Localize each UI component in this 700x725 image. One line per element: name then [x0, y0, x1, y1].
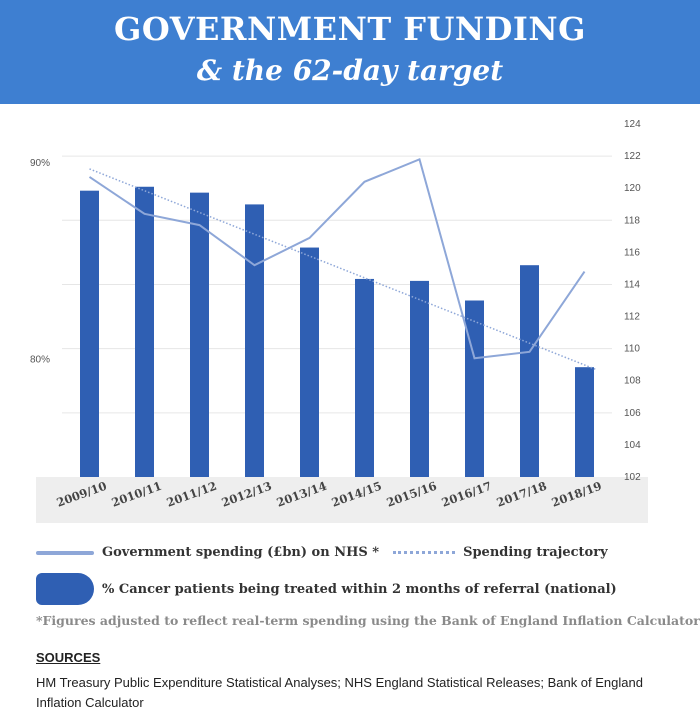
legend-bars-label: % Cancer patients being treated within 2 months of referral (national): [102, 581, 617, 597]
legend-bars: [36, 573, 617, 605]
y-tick-label-right: 108: [624, 375, 641, 387]
spending-line: [90, 159, 585, 358]
bar: [300, 248, 319, 477]
x-tick-label: 2014/15: [329, 478, 384, 510]
bar: [190, 193, 209, 477]
x-tick-label: 2010/11: [109, 478, 164, 510]
bar: [465, 301, 484, 478]
y-tick-label-right: 120: [624, 183, 641, 195]
legend-bars-swatch: [36, 573, 94, 605]
y-tick-label-left: 90%: [29, 158, 50, 170]
x-tick-label: 2018/19: [549, 478, 604, 510]
bar: [410, 281, 429, 477]
legend-spending-swatch: [36, 551, 94, 555]
legend-trajectory-label: Spending trajectory: [463, 545, 608, 560]
legend-trajectory-swatch: [393, 551, 455, 554]
y-tick-label-right: 118: [624, 215, 640, 227]
sources-text: HM Treasury Public Expenditure Statistical Analyses; NHS England Statistical Releases; Bank of England Inflation Calculator: [36, 675, 643, 710]
y-tick-label-right: 124: [624, 119, 641, 130]
y-tick-label-right: 114: [624, 279, 640, 291]
bar: [355, 279, 374, 477]
y-tick-label-right: 112: [624, 311, 640, 323]
bar: [135, 187, 154, 477]
page-subtitle: & the 62-day target: [196, 54, 504, 87]
y-tick-label-right: 104: [624, 439, 641, 451]
x-tick-label: 2017/18: [494, 478, 549, 510]
x-tick-label: 2013/14: [274, 478, 329, 510]
bar: [245, 204, 264, 477]
footnote: *Figures adjusted to reflect real-term spending using the Bank of England Inflation Calculator: [36, 613, 700, 628]
sources-title: SOURCES: [36, 650, 101, 665]
legend-spending-label: Government spending (£bn) on NHS *: [102, 545, 380, 560]
bar: [80, 191, 99, 477]
bar: [575, 367, 594, 477]
x-tick-label: 2012/13: [219, 478, 274, 510]
y-tick-label-left: 80%: [29, 354, 50, 366]
y-tick-label-right: 106: [624, 407, 641, 419]
funding-chart: [0, 104, 700, 534]
page-title: GOVERNMENT FUNDING: [114, 10, 586, 48]
header-banner: [0, 0, 700, 104]
y-tick-label-right: 110: [624, 343, 640, 355]
x-tick-label: 2009/10: [54, 478, 109, 510]
x-tick-label: 2011/12: [164, 478, 219, 510]
y-tick-label-right: 122: [624, 151, 641, 163]
y-tick-label-right: 116: [624, 247, 640, 259]
bar: [520, 265, 539, 477]
x-tick-label: 2015/16: [384, 478, 439, 510]
y-tick-label-right: 102: [624, 472, 641, 483]
legend-lines: [36, 545, 608, 560]
x-tick-label: 2016/17: [439, 478, 494, 510]
